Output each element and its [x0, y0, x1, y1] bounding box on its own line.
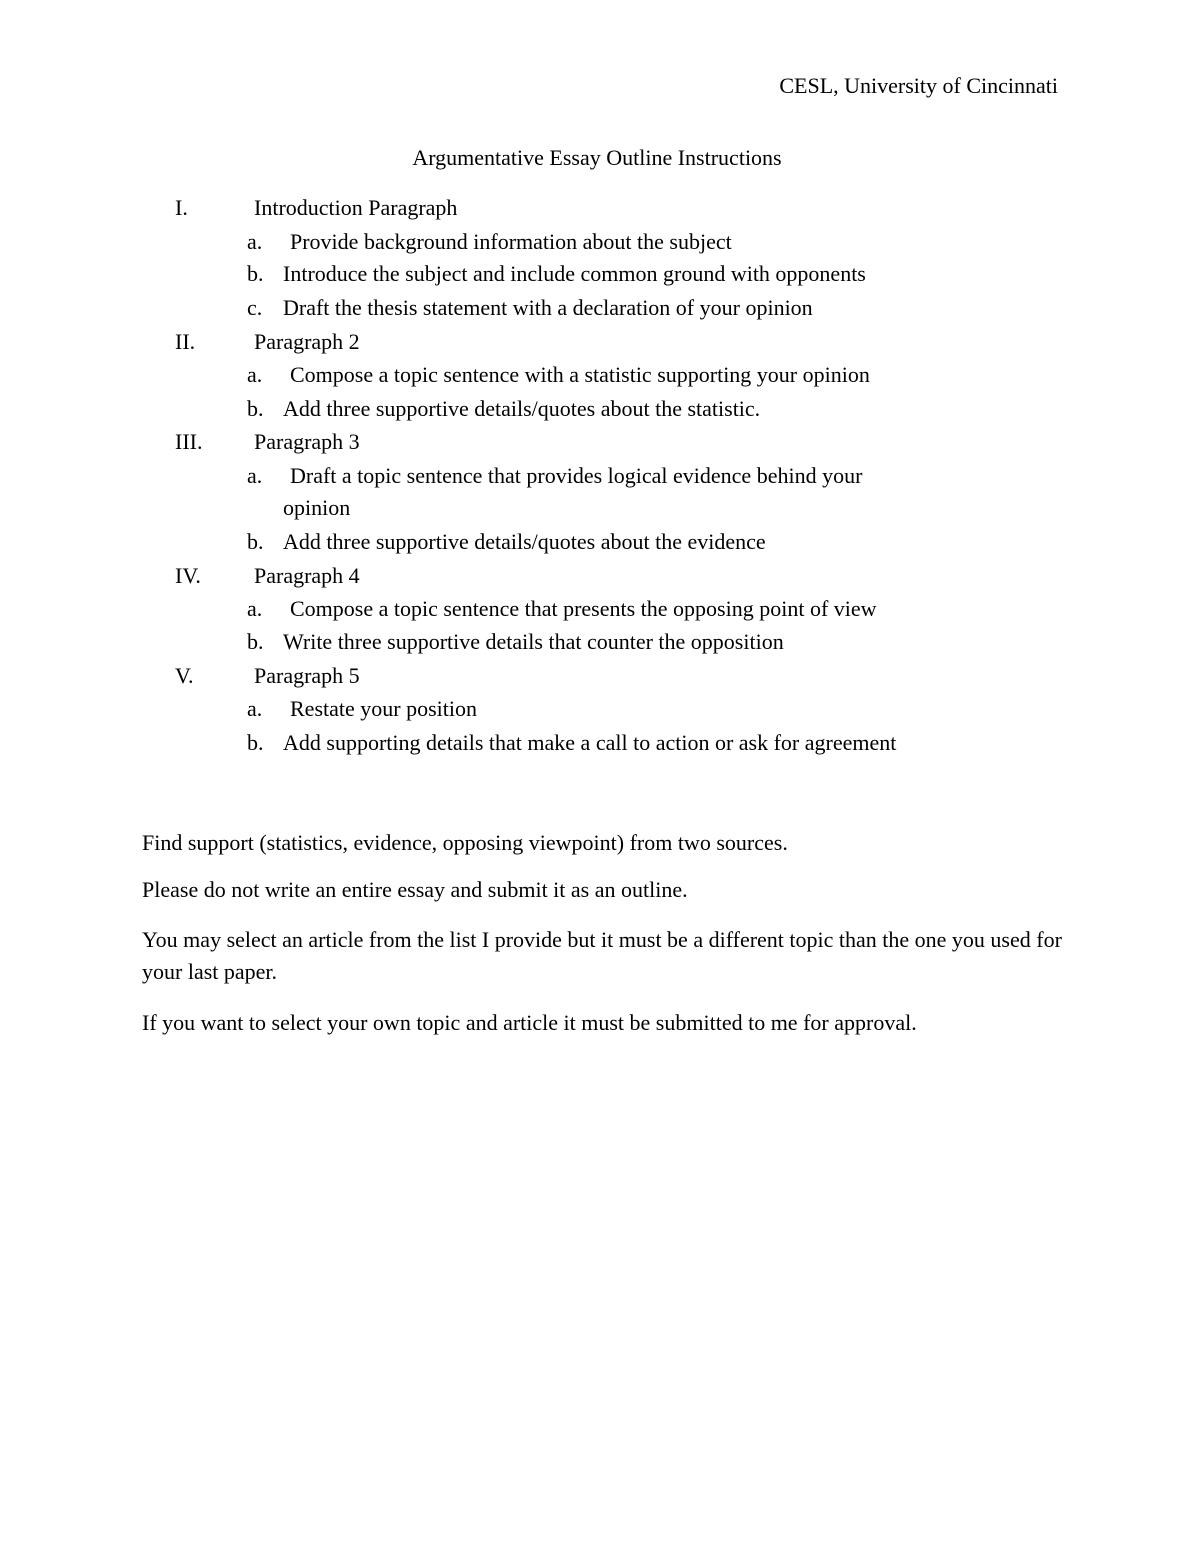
outline-item-letter: a. — [247, 596, 263, 621]
outline-numeral: IV. — [175, 563, 201, 588]
outline-item-letter: b. — [247, 396, 264, 421]
outline-item-letter: a. — [247, 696, 263, 721]
note-paragraph: Please do not write an entire essay and submit it as an outline. — [142, 877, 688, 902]
outline-item-text: Draft the thesis statement with a declaration of your opinion — [283, 295, 813, 320]
outline-item-text: Write three supportive details that counter the opposition — [283, 629, 784, 654]
outline-item-text: Compose a topic sentence that presents the opposing point of view — [290, 596, 877, 621]
outline-item-text: Add supporting details that make a call to action or ask for agreement — [283, 730, 897, 755]
outline-item-text: Provide background information about the subject — [290, 229, 732, 254]
note-paragraph: If you want to select your own topic and article it must be submitted to me for approval. — [142, 1010, 917, 1035]
outline-numeral: III. — [175, 429, 203, 454]
outline-item-text: Add three supportive details/quotes about the evidence — [283, 529, 766, 554]
outline-item-text: Add three supportive details/quotes about the statistic. — [283, 396, 761, 421]
outline-item-letter: c. — [247, 295, 263, 320]
outline-item-text: Introduce the subject and include common ground with opponents — [283, 261, 866, 286]
header-affiliation: CESL, University of Cincinnati — [779, 73, 1058, 98]
outline-heading: Paragraph 5 — [254, 663, 360, 688]
document-title: Argumentative Essay Outline Instructions — [412, 145, 782, 170]
outline-heading: Paragraph 2 — [254, 329, 360, 354]
outline-numeral: V. — [175, 663, 194, 688]
outline-numeral: I. — [175, 195, 188, 220]
outline-item-letter: a. — [247, 229, 263, 254]
outline-item-text: Compose a topic sentence with a statistic supporting your opinion — [290, 362, 870, 387]
outline-heading: Paragraph 3 — [254, 429, 360, 454]
note-paragraph: You may select an article from the list I provide but it must be a different topic than the one you used for your last paper. — [142, 927, 1062, 984]
outline-item-text: Restate your position — [290, 696, 477, 721]
outline-heading: Paragraph 4 — [254, 563, 360, 588]
outline-item-letter: b. — [247, 529, 264, 554]
outline-item-letter: a. — [247, 362, 263, 387]
outline-item-text: Draft a topic sentence that provides logical evidence behind your — [290, 463, 863, 488]
outline-item-letter: b. — [247, 629, 264, 654]
outline-numeral: II. — [175, 329, 196, 354]
outline-heading: Introduction Paragraph — [254, 195, 458, 220]
outline-item-letter: b. — [247, 730, 264, 755]
outline-item-continuation: opinion — [283, 495, 351, 520]
note-paragraph: Find support (statistics, evidence, opposing viewpoint) from two sources. — [142, 830, 788, 855]
outline-item-letter: a. — [247, 463, 263, 488]
outline-item-letter: b. — [247, 261, 264, 286]
